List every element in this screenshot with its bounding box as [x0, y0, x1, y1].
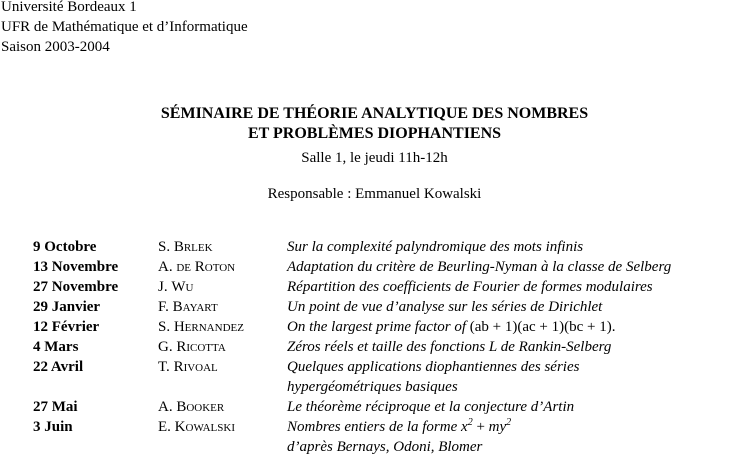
talk-title: Quelques applications diophantiennes des séries hypergéométriques basiques — [287, 359, 580, 395]
talk-date: 27 Mai — [33, 399, 78, 415]
schedule-row — [0, 337, 739, 357]
schedule-row — [0, 297, 739, 317]
schedule-row — [0, 417, 739, 457]
talk-formula: (ab + 1)(ac + 1)(bc + 1). — [469, 319, 616, 335]
talk-date: 9 Octobre — [33, 239, 97, 255]
talk-date: 22 Avril — [33, 359, 84, 375]
talk-date: 4 Mars — [33, 339, 79, 355]
talk-speaker: S. Hernandez — [158, 319, 244, 335]
department-name: UFR de Mathématique et d’Informatique — [1, 19, 248, 35]
schedule-row — [0, 277, 739, 297]
talk-speaker: J. Wu — [158, 279, 194, 295]
talk-speaker: S. Brlek — [158, 239, 213, 255]
schedule-row — [0, 257, 739, 277]
schedule-row — [0, 397, 739, 417]
schedule-row — [0, 237, 739, 257]
season: Saison 2003-2004 — [1, 39, 110, 55]
talk-speaker: G. Ricotta — [158, 339, 226, 355]
talk-title: Zéros réels et taille des fonctions L de Rankin-Selberg — [287, 339, 612, 355]
talk-speaker: T. Rivoal — [158, 359, 218, 375]
talk-speaker: F. Bayart — [158, 299, 218, 315]
seminar-title-line2: ET PROBLÈMES DIOPHANTIENS — [247, 125, 502, 142]
university-name: Université Bordeaux 1 — [1, 0, 137, 15]
talk-date: 27 Novembre — [33, 279, 119, 295]
talk-title: On the largest prime factor of (ab + 1)(ac + 1)(bc + 1). — [287, 319, 616, 335]
talk-title: Adaptation du critère de Beurling-Nyman à la classe de Selberg — [287, 259, 672, 275]
talk-date: 29 Janvier — [33, 299, 101, 315]
talk-title: Nombres entiers de la forme $x^2 + my^2$ d’après Bernays, Odoni, Blomer — [287, 417, 512, 455]
schedule-list — [0, 237, 739, 457]
responsible-person: Responsable : Emmanuel Kowalski — [267, 186, 482, 202]
talk-date: 12 Février — [33, 319, 100, 335]
talk-date: 13 Novembre — [33, 259, 119, 275]
talk-date: 3 Juin — [33, 419, 73, 435]
institution-header — [1, 0, 248, 57]
talk-title: Un point de vue d’analyse sur les séries de Dirichlet — [287, 299, 603, 315]
talk-title: Sur la complexité palyndromique des mots infinis — [287, 239, 584, 255]
talk-title: Le théorème réciproque et la conjecture d’Artin — [287, 399, 575, 415]
schedule-row — [0, 357, 739, 397]
seminar-title-line1: SÉMINAIRE DE THÉORIE ANALYTIQUE DES NOMBRES — [160, 105, 589, 122]
talk-speaker: E. Kowalski — [158, 419, 235, 435]
talk-speaker: A. de Roton — [158, 259, 236, 275]
room-and-time: Salle 1, le jeudi 11h-12h — [301, 150, 448, 166]
schedule-row — [0, 317, 739, 337]
talk-speaker: A. Booker — [158, 399, 225, 415]
talk-title: Répartition des coefficients de Fourier de formes modulaires — [287, 279, 653, 295]
